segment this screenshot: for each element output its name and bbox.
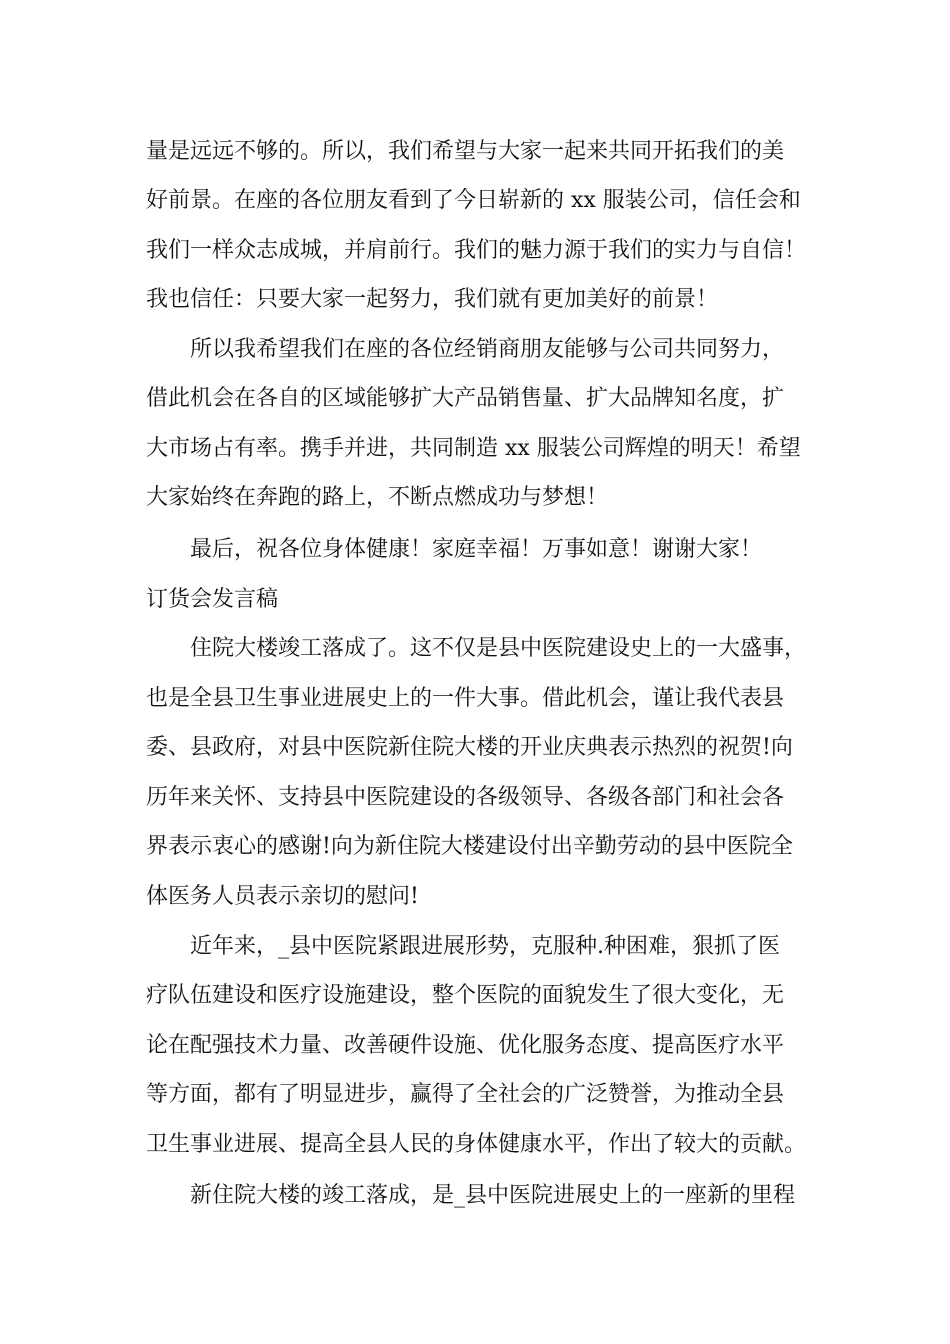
body-text-line: 好前景。在座的各位朋友看到了今日崭新的 xx 服装公司，信任会和 (146, 188, 801, 213)
body-text-line: 也是全县卫生事业进展史上的一件大事。借此机会，谨让我代表县 (146, 686, 785, 711)
body-text-line: 我们一样众志成城，并肩前行。我们的魅力源于我们的实力与自信！ (146, 238, 807, 263)
body-text-line: 委、县政府，对县中医院新住院大楼的开业庆典表示热烈的祝贺!向 (146, 735, 793, 760)
paragraph-first-line: 近年来，_县中医院紧跟进展形势，克服种.种困难，狠抓了医 (190, 934, 780, 959)
paragraph-first-line: 新住院大楼的竣工落成，是_县中医院进展史上的一座新的里程 (190, 1183, 796, 1208)
body-text-line: 历年来关怀、支持县中医院建设的各级领导、各级各部门和社会各 (146, 785, 785, 810)
body-text-line: 疗队伍建设和医疗设施建设，整个医院的面貌发生了很大变化，无 (146, 983, 785, 1008)
body-text-line: 体医务人员表示亲切的慰问! (146, 884, 419, 909)
body-text-line: 论在配强技术力量、改善硬件设施、优化服务态度、提高医疗水平 (146, 1033, 785, 1058)
body-text-line: 等方面，都有了明显进步，赢得了全社会的广泛赞誉，为推动全县 (146, 1082, 785, 1107)
body-text-line: 卫生事业进展、提高全县人民的身体健康水平，作出了较大的贡献。 (146, 1132, 807, 1157)
paragraph-first-line: 所以我希望我们在座的各位经销商朋友能够与公司共同努力， (190, 337, 785, 362)
body-text-line: 借此机会在各自的区域能够扩大产品销售量、扩大品牌知名度，扩 (146, 386, 785, 411)
body-text-line: 大市场占有率。携手并进，共同制造 xx 服装公司辉煌的明天！希望 (146, 436, 801, 461)
body-text-line: 量是远远不够的。所以，我们希望与大家一起来共同开拓我们的美 (146, 139, 785, 164)
paragraph-first-line: 住院大楼竣工落成了。这不仅是县中医院建设史上的一大盛事， (190, 636, 807, 661)
body-text-line: 大家始终在奔跑的路上，不断点燃成功与梦想！ (146, 485, 609, 510)
body-text-line: 我也信任：只要大家一起努力，我们就有更加美好的前景！ (146, 287, 719, 312)
closing-line: 最后，祝各位身体健康！家庭幸福！万事如意！谢谢大家！ (190, 537, 763, 562)
section-title: 订货会发言稿 (146, 587, 279, 612)
body-text-line: 界表示衷心的感谢!向为新住院大楼建设付出辛勤劳动的县中医院全 (146, 834, 793, 859)
